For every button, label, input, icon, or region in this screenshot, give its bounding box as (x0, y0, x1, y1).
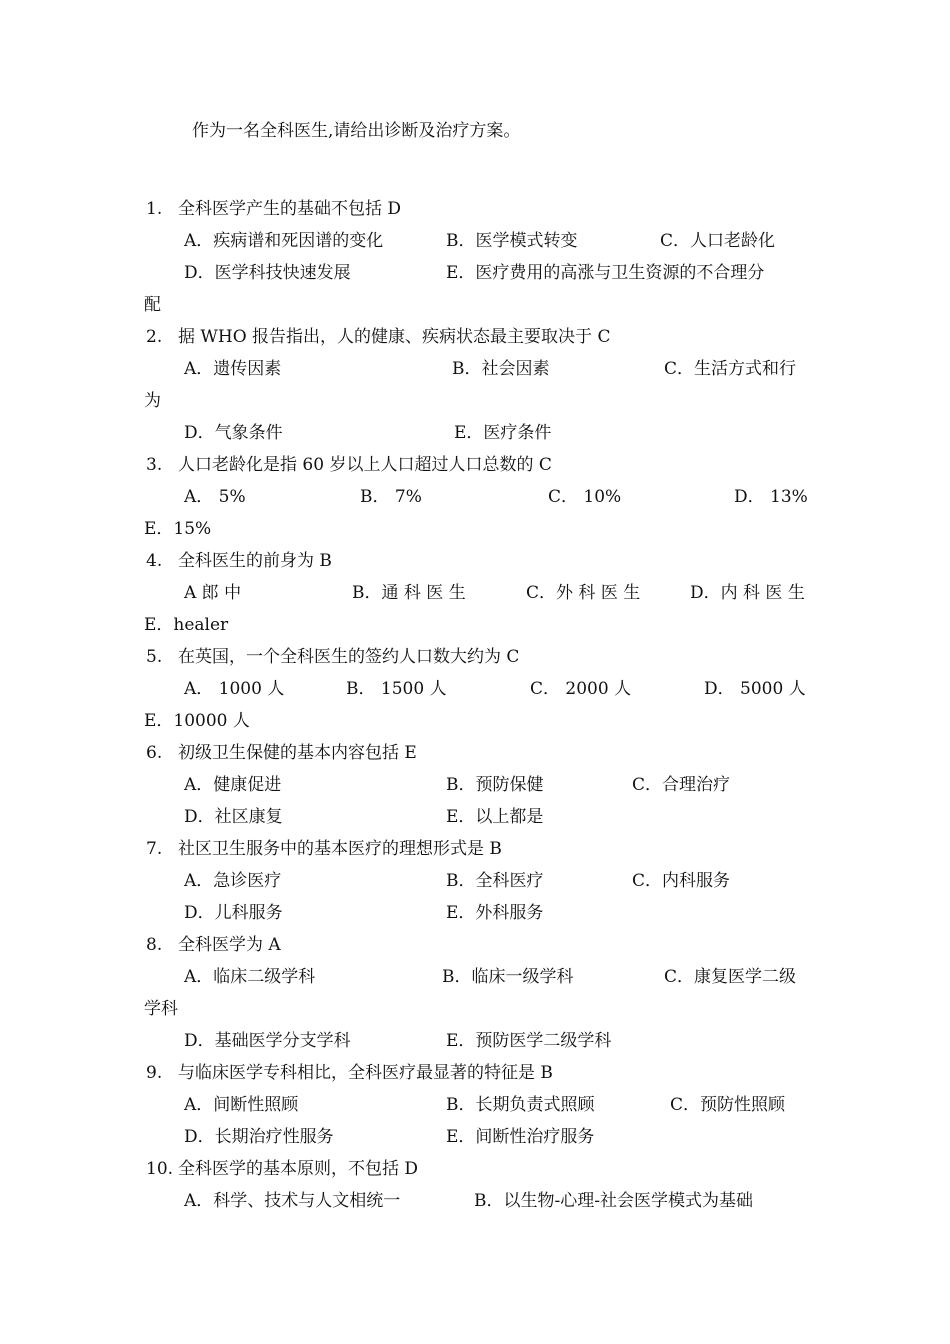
option: C．预防性照顾 (670, 1095, 786, 1115)
option: B．全科医疗 (446, 871, 544, 891)
option: C．人口老龄化 (660, 231, 776, 251)
option: A．临床二级学科 (184, 967, 316, 987)
question-stem: 全科医生的前身为 B (178, 551, 332, 571)
question-number: 2. (146, 327, 163, 347)
option: D．内 科 医 生 (690, 583, 805, 603)
option: D． 5000 人 (704, 679, 806, 699)
option: C．生活方式和行 (664, 359, 797, 379)
option: C． 2000 人 (530, 679, 632, 699)
option: E．以上都是 (446, 807, 544, 827)
option: D． 13% (734, 487, 808, 507)
option: B．通 科 医 生 (352, 583, 466, 603)
question-stem: 全科医学产生的基础不包括 D (178, 199, 402, 219)
option: E．15% (144, 519, 212, 539)
question-number: 7. (146, 839, 163, 859)
question-number: 10. (146, 1159, 174, 1179)
option: D．儿科服务 (184, 903, 283, 923)
question-number: 1. (146, 199, 163, 219)
option: D．社区康复 (184, 807, 283, 827)
option: E．外科服务 (446, 903, 544, 923)
option: A 郎 中 (184, 583, 242, 603)
option: A．健康促进 (184, 775, 282, 795)
option: E．10000 人 (144, 711, 250, 731)
question-number: 6. (146, 743, 163, 763)
question-number: 8. (146, 935, 163, 955)
option: C． 10% (548, 487, 622, 507)
option: E．healer (144, 615, 229, 635)
option: C．内科服务 (632, 871, 731, 891)
option: B．医学模式转变 (446, 231, 578, 251)
option: B． 1500 人 (346, 679, 447, 699)
intro-text: 作为一名全科医生,请给出诊断及治疗方案。 (192, 121, 521, 141)
question-stem: 人口老龄化是指 60 岁以上人口超过人口总数的 C (178, 455, 552, 475)
question-stem: 在英国，一个全科医生的签约人口数大约为 C (178, 647, 520, 667)
question-stem: 全科医学的基本原则，不包括 D (178, 1159, 419, 1179)
option: A． 5% (184, 487, 246, 507)
question-stem: 全科医学为 A (178, 935, 281, 955)
question-number: 3. (146, 455, 163, 475)
option: E．预防医学二级学科 (446, 1031, 612, 1051)
option-wrap: 为 (144, 391, 161, 411)
option: E．间断性治疗服务 (446, 1127, 595, 1147)
option: A． 1000 人 (184, 679, 285, 699)
option-wrap: 配 (144, 295, 161, 315)
option: A．科学、技术与人文相统一 (184, 1191, 401, 1211)
option: A．疾病谱和死因谱的变化 (184, 231, 384, 251)
option: D．医学科技快速发展 (184, 263, 351, 283)
question-number: 5. (146, 647, 163, 667)
option: B． 7% (360, 487, 422, 507)
option: B．临床一级学科 (442, 967, 574, 987)
option: B．预防保健 (446, 775, 544, 795)
option: D．基础医学分支学科 (184, 1031, 351, 1051)
option: C．康复医学二级 (664, 967, 797, 987)
question-number: 9. (146, 1063, 163, 1083)
question-stem: 社区卫生服务中的基本医疗的理想形式是 B (178, 839, 502, 859)
option: D．长期治疗性服务 (184, 1127, 334, 1147)
option: A．遗传因素 (184, 359, 282, 379)
option: E．医疗费用的高涨与卫生资源的不合理分 (446, 263, 765, 283)
option: C．外 科 医 生 (526, 583, 641, 603)
option: D．气象条件 (184, 423, 283, 443)
option: B．以生物-心理-社会医学模式为基础 (474, 1191, 753, 1211)
option: C．合理治疗 (632, 775, 731, 795)
option: A．间断性照顾 (184, 1095, 299, 1115)
question-stem: 据 WHO 报告指出，人的健康、疾病状态最主要取决于 C (178, 327, 611, 347)
option: B．长期负责式照顾 (446, 1095, 595, 1115)
option: A．急诊医疗 (184, 871, 282, 891)
question-stem: 初级卫生保健的基本内容包括 E (178, 743, 417, 763)
question-number: 4. (146, 551, 163, 571)
question-stem: 与临床医学专科相比，全科医疗最显著的特征是 B (178, 1063, 553, 1083)
option: E．医疗条件 (454, 423, 552, 443)
option-wrap: 学科 (144, 999, 178, 1019)
option: B．社会因素 (452, 359, 550, 379)
